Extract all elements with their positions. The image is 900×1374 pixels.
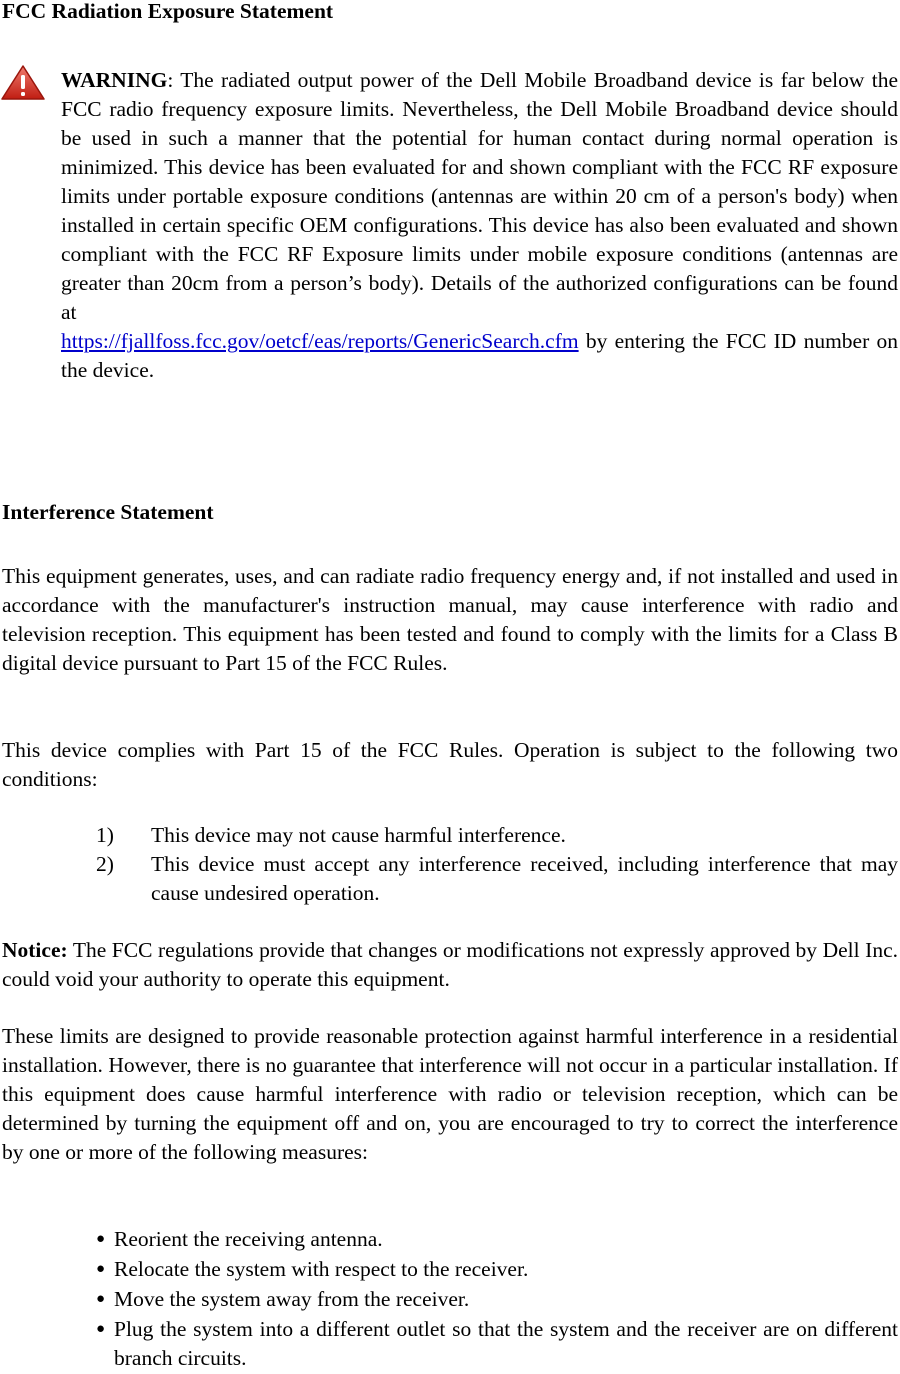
measure-text: Plug the system into a different outlet so that the system and the receiver are on different branch circuits. <box>114 1317 898 1370</box>
warning-label: WARNING <box>61 68 168 92</box>
notice-label: Notice: <box>2 938 68 962</box>
conditions-list <box>96 821 898 908</box>
condition-number: 2) <box>96 852 114 876</box>
list-item <box>96 1255 898 1284</box>
condition-number: 1) <box>96 823 114 847</box>
warning-paragraph <box>61 66 898 385</box>
warning-body: : The radiated output power of the Dell Mobile Broadband device is far below the FCC radio frequency exposure limits. Nevertheless, the Dell Mobile Broadband device should be used in such a manner that the potential for human contact during normal operation is minimized. This device has been evaluated for and shown compliant with the FCC RF exposure limits under portable exposure conditions (antennas are within 20 cm of a person's body) when installed in certain specific OEM configurations. This device has also been evaluated and shown compliant with the FCC RF Exposure limits under mobile exposure conditions (antennas are greater than 20cm from a person’s body). Details of the authorized configurations can be found at <box>61 68 898 324</box>
bullet-icon: ● <box>96 1261 106 1277</box>
bullet-icon: ● <box>96 1321 106 1337</box>
compliance-paragraph: This device complies with Part 15 of the FCC Rules. Operation is subject to the following two conditions: <box>2 738 898 791</box>
notice-paragraph <box>2 936 898 994</box>
measure-text: Relocate the system with respect to the receiver. <box>114 1257 529 1281</box>
interference-heading: Interference Statement <box>2 500 214 524</box>
condition-text: This device must accept any interference received, including interference that may cause undesired operation. <box>151 852 898 905</box>
warning-body-end: by entering the FCC ID number on the device. <box>61 329 898 382</box>
notice-text: The FCC regulations provide that changes or modifications not expressly approved by Dell Inc. could void your authority to operate this equipment. <box>2 938 898 991</box>
measure-text: Move the system away from the receiver. <box>114 1287 470 1311</box>
limits-paragraph: These limits are designed to provide reasonable protection against harmful interference in a residential installation. However, there is no guarantee that interference will not occur in a particular installation. If this equipment does cause harmful interference with radio or television reception, which can be determined by turning the equipment off and on, you are encouraged to try to correct the interference by one or more of the following measures: <box>2 1024 898 1164</box>
condition-text: This device may not cause harmful interference. <box>151 823 566 847</box>
list-item <box>96 1285 898 1314</box>
list-item <box>96 1315 898 1373</box>
interference-paragraph: This equipment generates, uses, and can radiate radio frequency energy and, if not installed and used in accordance with the manufacturer's instruction manual, may cause interference with radio and television reception. This equipment has been tested and found to comply with the limits for a Class B digital device pursuant to Part 15 of the FCC Rules. <box>2 564 898 675</box>
measure-text: Reorient the receiving antenna. <box>114 1227 383 1251</box>
bullet-icon: ● <box>96 1291 106 1307</box>
warning-triangle-icon <box>0 64 46 102</box>
bullet-icon: ● <box>96 1231 106 1247</box>
measures-list <box>96 1225 898 1374</box>
fcc-search-link[interactable]: https://fjallfoss.fcc.gov/oetcf/eas/reports/GenericSearch.cfm <box>61 329 579 353</box>
list-item <box>96 821 898 850</box>
fcc-heading: FCC Radiation Exposure Statement <box>2 0 334 23</box>
list-item <box>96 850 898 908</box>
list-item <box>96 1225 898 1254</box>
